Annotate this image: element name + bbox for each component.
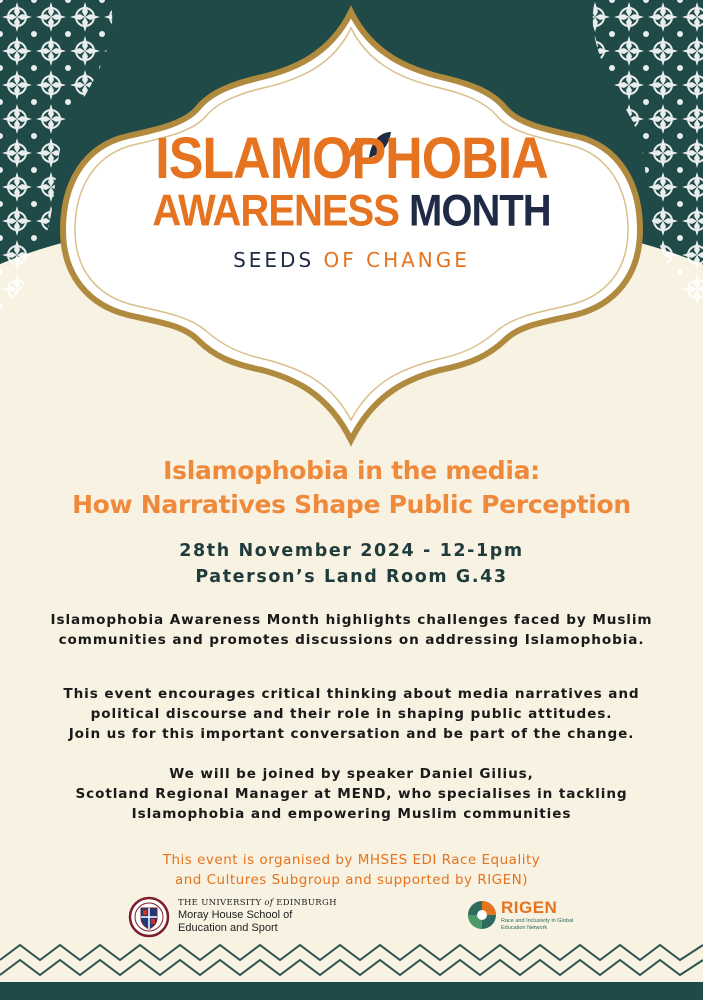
university-logo — [128, 894, 358, 942]
rigen-mark-icon — [467, 900, 497, 930]
organiser-note: This event is organised by MHSES EDI Race Equality and Cultures Subgroup and supported by RIGEN) — [162, 852, 541, 888]
logo-awareness-month: AWARENESS MONTH — [152, 186, 551, 236]
speaker-paragraph: We will be joined by speaker Daniel Gilius, Scotland Regional Manager at MEND, who specialises in tackling Islamophobia and empowering Muslim communities — [75, 766, 628, 822]
event-venue: Paterson’s Land Room G.43 — [195, 567, 508, 587]
rigen-subtitle: Race and Inclusivity in Global Education Network — [501, 918, 574, 931]
rigen-name: RIGEN — [501, 898, 558, 917]
bottom-teal-strip — [0, 982, 703, 1000]
university-name: THE UNIVERSITY of EDINBURGH — [178, 898, 337, 908]
event-date-venue — [0, 538, 703, 590]
event-paragraph: This event encourages critical thinking about media narratives and political discourse and their role in shaping public attitudes. Join us for this important conversation and be part of the change. — [63, 686, 640, 742]
logo-tagline: SEEDS OF CHANGE — [233, 248, 470, 272]
campaign-logo — [140, 126, 563, 272]
university-crest-icon — [128, 896, 170, 938]
event-title: Islamophobia in the media: How Narratives Shape Public Perception — [72, 456, 631, 519]
event-date: 28th November 2024 - 12-1pm — [179, 541, 524, 561]
rigen-logo — [467, 898, 587, 938]
intro-paragraph: Islamophobia Awareness Month highlights challenges faced by Muslim communities and promotes discussions on addressing Islamophobia. — [50, 612, 653, 648]
logo-islamophobia: ISLAMOPHOBIA — [155, 126, 548, 192]
school-name: Moray House School of Education and Sport — [178, 909, 293, 934]
